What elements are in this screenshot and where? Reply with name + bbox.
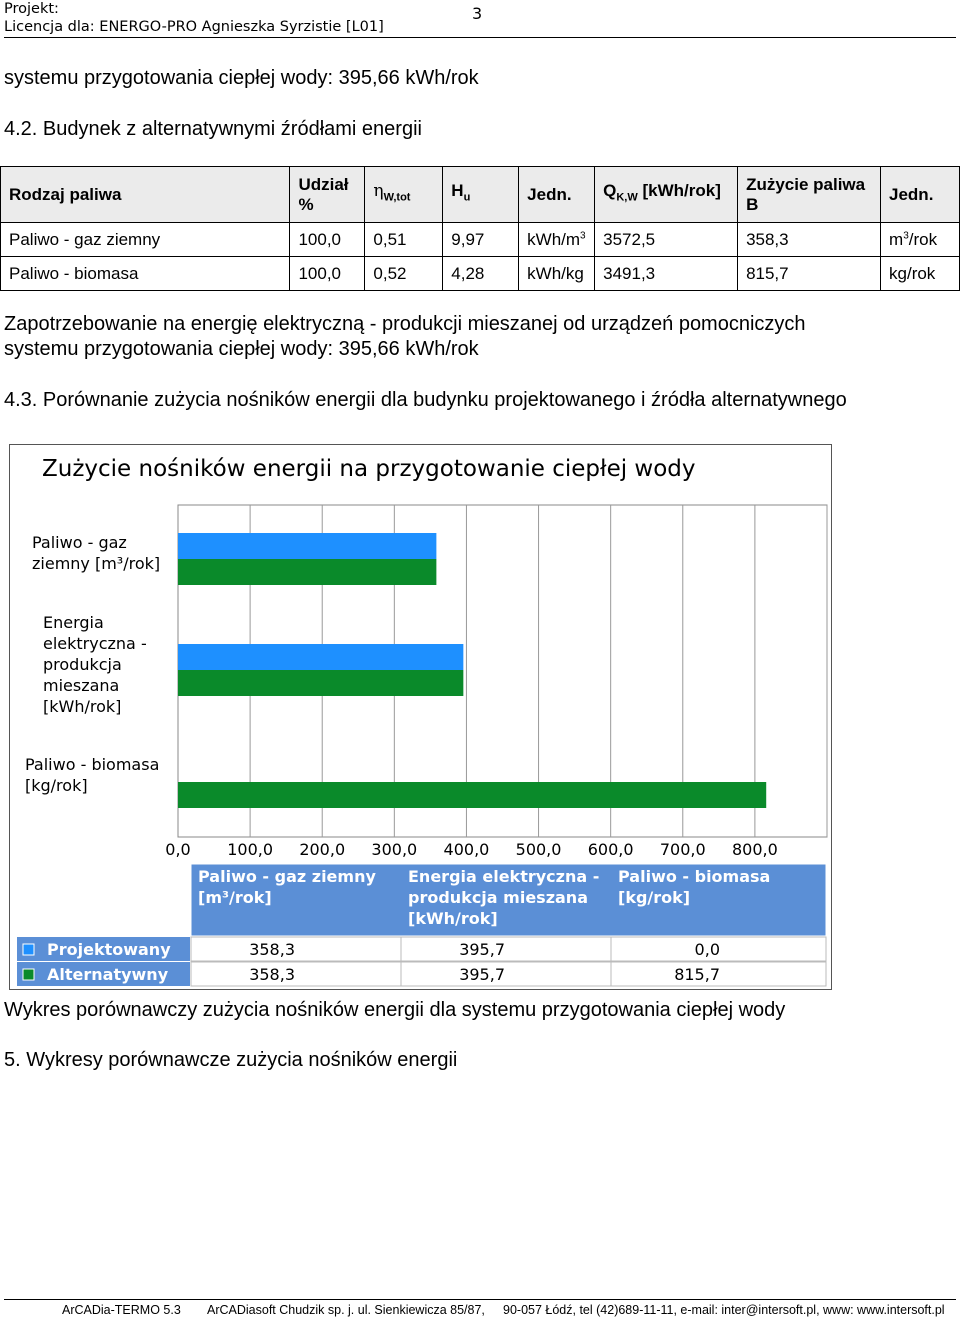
table-row bbox=[1, 223, 960, 257]
cell-eta: 0,52 bbox=[365, 257, 443, 291]
x-tick-label: 300,0 bbox=[371, 840, 418, 859]
chart-caption: Wykres porównawczy zużycia nośników energii dla systemu przygotowania ciepłej wody bbox=[4, 999, 786, 1021]
category-label: elektryczna - bbox=[43, 634, 147, 653]
cell-rodzaj: Paliwo - biomasa bbox=[1, 257, 290, 291]
x-tick-label: 0,0 bbox=[165, 840, 191, 859]
chart-table-header: [m³/rok] bbox=[198, 888, 272, 907]
col-jedn2: Jedn. bbox=[881, 167, 960, 223]
x-tick-label: 200,0 bbox=[299, 840, 346, 859]
table-header-row bbox=[1, 167, 960, 223]
cell-q: 3572,5 bbox=[595, 223, 738, 257]
category-label: ziemny [m³/rok] bbox=[32, 554, 161, 573]
x-tick-label: 700,0 bbox=[659, 840, 706, 859]
chart-table-value: 358,3 bbox=[249, 965, 295, 984]
chart-table-header: Paliwo - gaz ziemny bbox=[198, 867, 376, 886]
chart-table-header: [kWh/rok] bbox=[408, 909, 498, 928]
col-rodzaj: Rodzaj paliwa bbox=[1, 167, 290, 223]
cell-rodzaj: Paliwo - gaz ziemny bbox=[1, 223, 290, 257]
category-label: Energia bbox=[43, 613, 104, 632]
bar-alternatywny-1 bbox=[178, 670, 463, 696]
cell-b: 358,3 bbox=[738, 223, 881, 257]
chart-table-header: [kg/rok] bbox=[618, 888, 691, 907]
category-label: Paliwo - biomasa bbox=[25, 755, 160, 774]
chart-table-value: 815,7 bbox=[674, 965, 720, 984]
chart-svg bbox=[10, 445, 833, 991]
bar-alternatywny-2 bbox=[178, 782, 766, 808]
electric-line-2: systemu przygotowania ciepłej wody: 395,66 kWh/rok bbox=[4, 338, 479, 360]
cell-eta: 0,51 bbox=[365, 223, 443, 257]
x-tick-label: 800,0 bbox=[731, 840, 778, 859]
x-tick-label: 100,0 bbox=[227, 840, 274, 859]
legend-label: Alternatywny bbox=[47, 965, 169, 984]
category-label: [kWh/rok] bbox=[43, 697, 122, 716]
electric-line-1: Zapotrzebowanie na energię elektryczną - produkcji mieszanej od urządzeń pomocniczych bbox=[4, 313, 806, 335]
col-eta: $\eta_{W,tot}$ bbox=[365, 167, 443, 223]
chart-table-header: Energia elektryczna - bbox=[408, 867, 600, 886]
page-footer bbox=[4, 1299, 956, 1317]
cell-b: 815,7 bbox=[738, 257, 881, 291]
footer-address: 90-057 Łódź, tel (42)689-11-11, e-mail: inter@intersoft.pl, www: www.intersoft.pl bbox=[503, 1303, 945, 1317]
cell-jedn2: $m^3$/rok bbox=[881, 223, 960, 257]
chart-table-cell bbox=[191, 937, 401, 961]
col-zuzycie: Zużycie paliwa B bbox=[738, 167, 881, 223]
category-label: Paliwo - gaz bbox=[32, 533, 127, 552]
col-jedn: Jedn. bbox=[519, 167, 595, 223]
chart-table-cell bbox=[401, 937, 611, 961]
section-heading-4-2: 4.2. Budynek z alternatywnymi źródłami energii bbox=[4, 118, 422, 140]
chart-title: Zużycie nośników energii na przygotowanie ciepłej wody bbox=[42, 456, 696, 482]
cell-q: 3491,3 bbox=[595, 257, 738, 291]
chart-table-value: 0,0 bbox=[694, 940, 720, 959]
paragraph-line: systemu przygotowania ciepłej wody: 395,66 kWh/rok bbox=[4, 67, 479, 89]
x-tick-label: 500,0 bbox=[515, 840, 562, 859]
page-header bbox=[4, 0, 956, 38]
bar-alternatywny-0 bbox=[178, 559, 436, 585]
cell-jedn2: kg/rok bbox=[881, 257, 960, 291]
col-udzial: Udział % bbox=[290, 167, 365, 223]
bar-projektowany-0 bbox=[178, 533, 436, 559]
cell-hu: 4,28 bbox=[443, 257, 519, 291]
legend-label: Projektowany bbox=[47, 940, 171, 959]
table-row bbox=[1, 257, 960, 291]
cell-jedn: kWh/$m^3$ bbox=[519, 223, 595, 257]
chart-table-header: Paliwo - biomasa bbox=[618, 867, 771, 886]
comparison-chart bbox=[9, 444, 832, 990]
chart-table-header: produkcja mieszana bbox=[408, 888, 588, 907]
legend-swatch bbox=[23, 969, 34, 980]
chart-table-value: 358,3 bbox=[249, 940, 295, 959]
license-line: Licencja dla: ENERGO-PRO Agnieszka Syrzistie [L01] bbox=[4, 19, 384, 35]
x-tick-label: 400,0 bbox=[443, 840, 490, 859]
cell-udzial: 100,0 bbox=[290, 223, 365, 257]
cell-hu: 9,97 bbox=[443, 223, 519, 257]
col-hu: $H_u$ bbox=[443, 167, 519, 223]
col-q: $Q_{K,W}$ [kWh/rok] bbox=[595, 167, 738, 223]
chart-table-cell bbox=[191, 962, 401, 986]
page-number: 3 bbox=[472, 4, 483, 23]
cell-udzial: 100,0 bbox=[290, 257, 365, 291]
project-label: Projekt: bbox=[4, 1, 59, 17]
legend-swatch bbox=[23, 944, 34, 955]
bar-projektowany-1 bbox=[178, 644, 463, 670]
section-heading-4-3: 4.3. Porównanie zużycia nośników energii dla budynku projektowanego i źródła alternatywnego bbox=[4, 389, 847, 411]
category-label: mieszana bbox=[43, 676, 120, 695]
footer-company: ArCADiasoft Chudzik sp. j. ul. Sienkiewicza 85/87, bbox=[207, 1303, 485, 1317]
footer-software: ArCADia-TERMO 5.3 bbox=[62, 1303, 181, 1317]
fuel-table bbox=[0, 166, 960, 291]
section-heading-5: 5. Wykresy porównawcze zużycia nośników energii bbox=[4, 1049, 458, 1071]
chart-table-cell bbox=[401, 962, 611, 986]
category-label: produkcja bbox=[43, 655, 122, 674]
x-tick-label: 600,0 bbox=[587, 840, 634, 859]
chart-table-value: 395,7 bbox=[459, 965, 505, 984]
chart-table-value: 395,7 bbox=[459, 940, 505, 959]
cell-jedn: kWh/kg bbox=[519, 257, 595, 291]
category-label: [kg/rok] bbox=[25, 776, 88, 795]
